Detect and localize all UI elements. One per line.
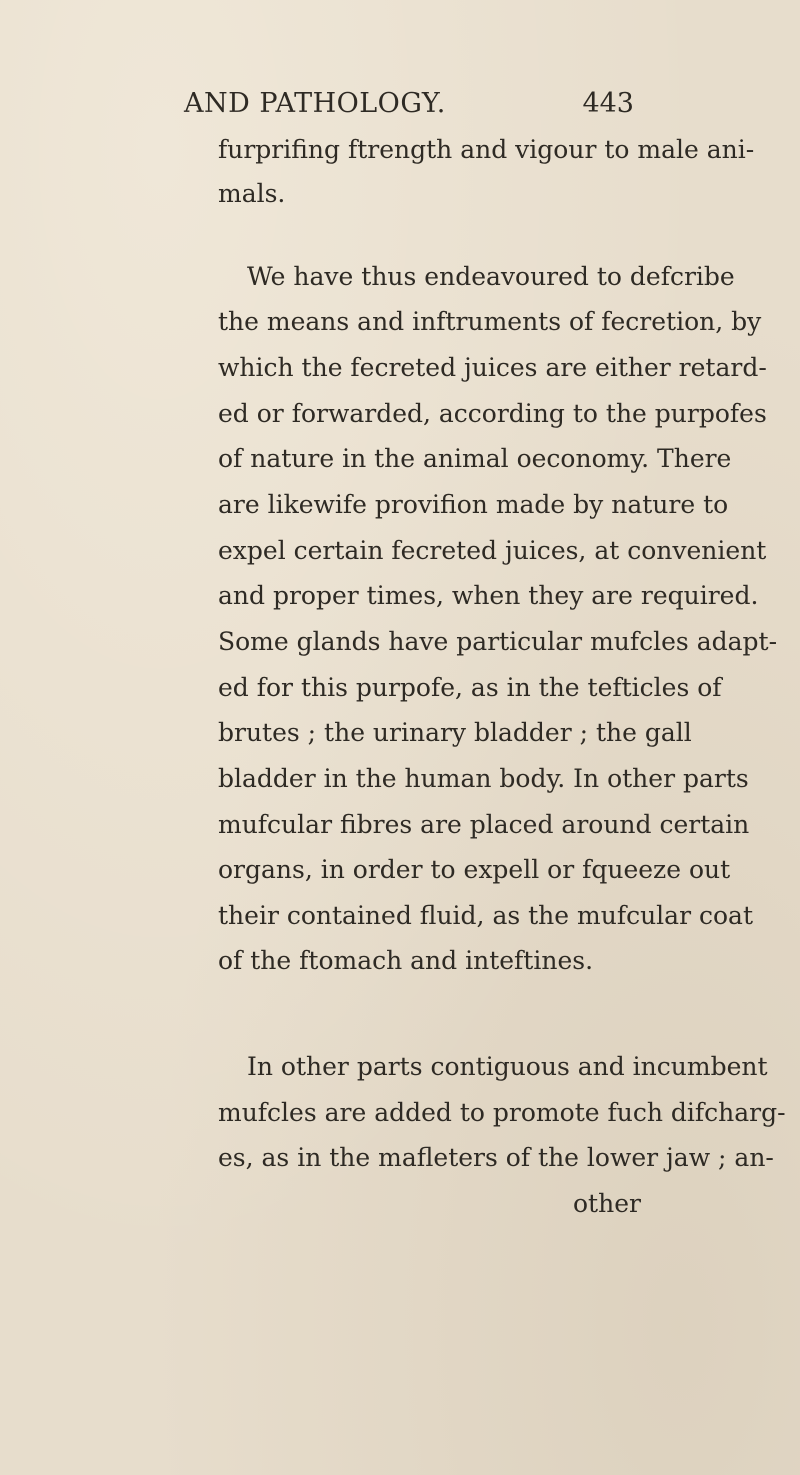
text-line: and proper times, when they are required. [218, 581, 759, 610]
text-line: the means and inftruments of fecretion, by [218, 307, 762, 336]
text-line: are likewife provifion made by nature to [218, 490, 729, 519]
text-line: organs, in order to expell or fqueeze out [218, 855, 731, 884]
text-line: mals. [218, 179, 286, 208]
text-line: es, as in the mafleters of the lower jaw ; an- [218, 1143, 774, 1172]
page-number: 443 [582, 88, 634, 119]
text-line: of the ftomach and inteftines. [218, 946, 594, 975]
text-line: ed or forwarded, according to the purpofes [218, 399, 767, 428]
running-header [184, 88, 634, 128]
text-line: mufcles are added to promote fuch difcharg- [218, 1098, 786, 1127]
text-line: brutes ; the urinary bladder ; the gall [218, 718, 692, 747]
text-line: Some glands have particular mufcles adapt- [218, 627, 778, 656]
text-line: mufcular fibres are placed around certain [218, 810, 750, 839]
text-line: of nature in the animal oeconomy. There [218, 444, 732, 473]
text-line: We have thus endeavoured to defcribe [247, 262, 735, 291]
text-line: In other parts contiguous and incumbent [247, 1052, 768, 1081]
catchword: other [573, 1189, 641, 1218]
running-title: AND PATHOLOGY. [184, 88, 446, 119]
text-line: ed for this purpofe, as in the tefticles of [218, 673, 722, 702]
text-line: which the fecreted juices are either retard- [218, 353, 767, 382]
text-line: bladder in the human body. In other parts [218, 764, 749, 793]
text-line: furprifing ftrength and vigour to male ani- [218, 135, 755, 164]
text-line: their contained fluid, as the mufcular coat [218, 901, 753, 930]
text-line: expel certain fecreted juices, at convenient [218, 536, 767, 565]
